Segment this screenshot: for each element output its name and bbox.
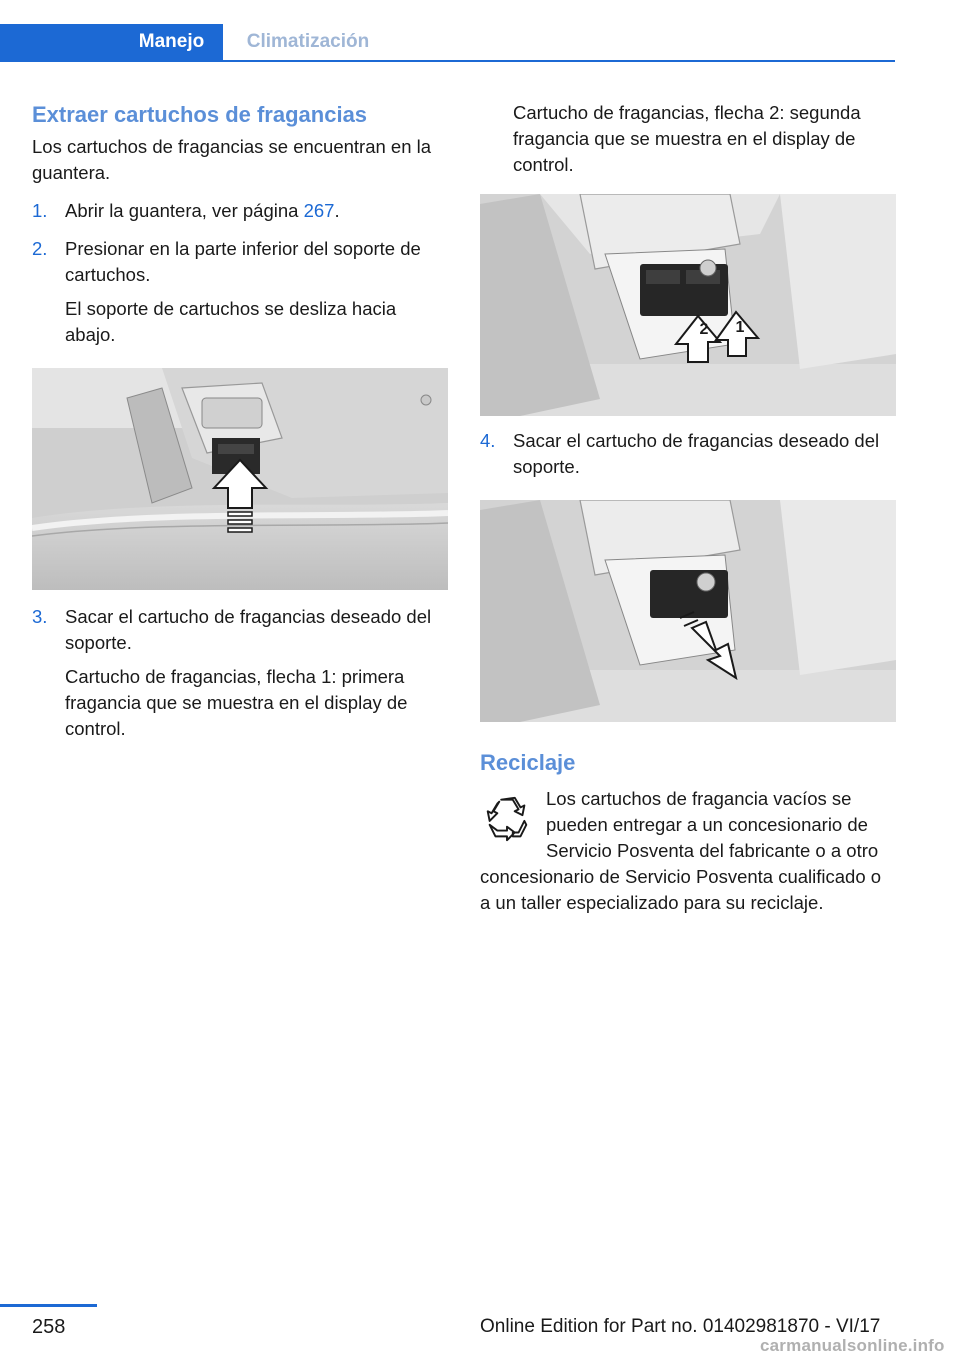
page-number-bar xyxy=(0,1304,97,1307)
arrow-label-1: 1 xyxy=(735,319,745,336)
cartridge-remove-illustration xyxy=(480,500,896,722)
glovebox-press-illustration xyxy=(32,368,448,590)
watermark: carmanualsonline.info xyxy=(760,1336,945,1355)
page-link[interactable]: 267 xyxy=(303,200,335,221)
header-accent-bar xyxy=(0,24,120,60)
recycle-icon-slot xyxy=(480,786,546,864)
step-number: 3. xyxy=(32,606,48,627)
intro-paragraph: Los cartuchos de fragancias se encuentran en la guantera. xyxy=(32,136,432,183)
step-number: 2. xyxy=(32,238,48,259)
continued-note: Cartucho de fragancias, flecha 2: segunda fragancia que se muestra en el display de control. xyxy=(513,102,861,175)
step-note: El soporte de cartuchos se desliza hacia abajo. xyxy=(65,298,397,345)
cartridge-arrows-illustration xyxy=(480,194,896,416)
step-text: Sacar el cartucho de fragancias deseado del soporte. xyxy=(513,430,880,477)
step-text: Sacar el cartucho de fragancias deseado del soporte. xyxy=(65,606,432,653)
step-number: 4. xyxy=(480,430,496,451)
chapter-header xyxy=(0,24,895,62)
tab-manejo[interactable]: Manejo xyxy=(120,24,223,60)
right-column xyxy=(480,100,896,916)
step-number: 1. xyxy=(32,200,48,221)
step-2 xyxy=(32,236,448,348)
step-3 xyxy=(32,604,448,742)
step-1 xyxy=(32,198,448,224)
section-title-extraer: Extraer cartuchos de fragancias xyxy=(32,102,368,127)
recycle-icon xyxy=(480,792,534,846)
recycling-note xyxy=(480,786,896,916)
page-number: 258 xyxy=(32,1316,66,1338)
step-4 xyxy=(480,428,896,480)
edition-footer: Online Edition for Part no. 01402981870 - VI/17 xyxy=(480,1316,881,1337)
arrow-label-2: 2 xyxy=(699,321,709,338)
header-rule xyxy=(0,60,895,62)
step-note: Cartucho de fragancias, flecha 1: primera fragancia que se muestra en el display de control. xyxy=(65,666,408,739)
step-text: Presionar en la parte inferior del soporte de cartuchos. xyxy=(65,238,421,285)
step-text: Abrir la guantera, ver página 267. xyxy=(65,200,340,221)
left-column xyxy=(32,100,448,742)
recycle-text: Los cartuchos de fragancia vacíos se pueden entregar a un concesionario de Servicio Posventa del fabricante o a otro concesionario de Servicio Posventa cualificado o a un taller especializado para su reciclaje. xyxy=(480,788,882,913)
tab-climatizacion[interactable]: Climatización xyxy=(246,31,370,52)
section-title-reciclaje: Reciclaje xyxy=(480,750,576,775)
